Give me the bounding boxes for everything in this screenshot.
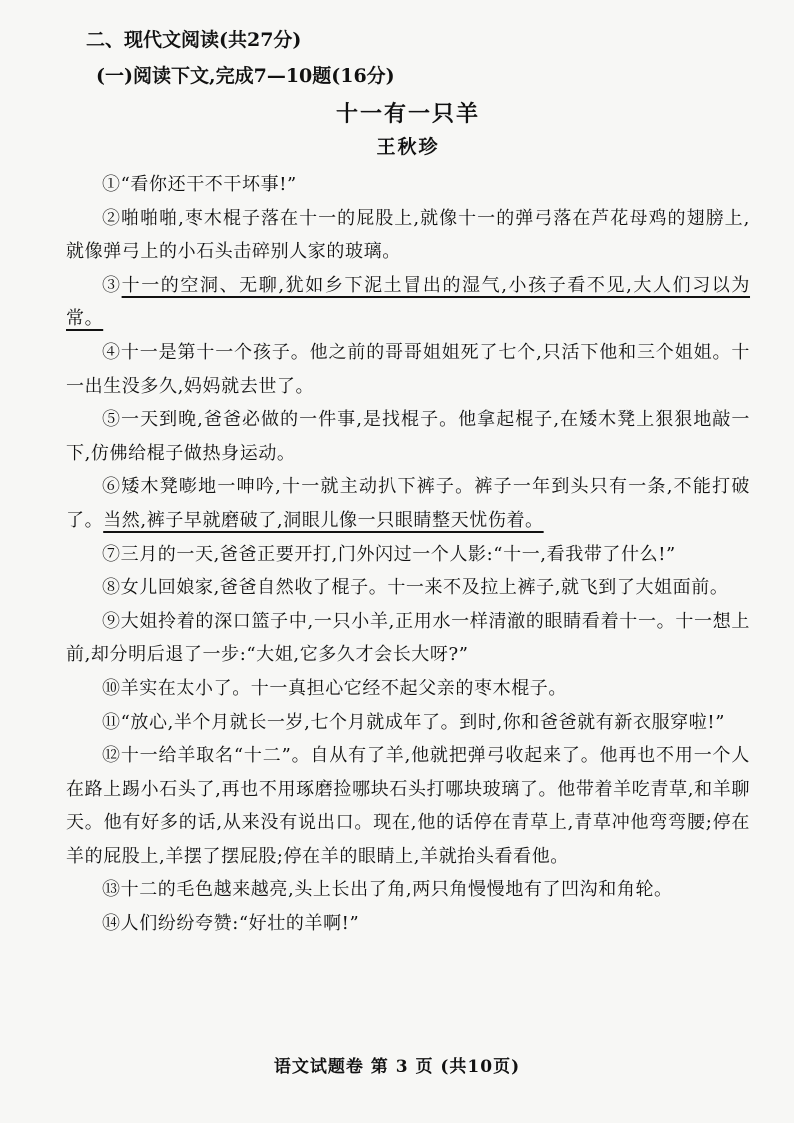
paragraph-3 — [66, 269, 750, 336]
article-title: 十一有一只羊 — [335, 101, 480, 127]
section-heading: 二、现代文阅读(共27分) — [86, 29, 302, 51]
paragraph-7: ⑦三月的一天,爸爸正要开打,门外闪过一个人影:“十一,看我带了什么!” — [102, 543, 676, 565]
article-body — [66, 168, 750, 941]
paragraph-2: ②啪啪啪,枣木棍子落在十一的屁股上,就像十一的弹弓落在芦花母鸡的翅膀上,就像弹弓上的小石头击碎别人家的玻璃。 — [66, 207, 750, 263]
article-author: 王秋珍 — [376, 136, 440, 158]
paragraph-11: ⑪“放心,半个月就长一岁,七个月就成年了。到时,你和爸爸就有新衣服穿啦!” — [102, 711, 725, 733]
paragraph-12: ⑫十一给羊取名“十二”。自从有了羊,他就把弹弓收起来了。他再也不用一个人在路上踢小石头了,再也不用琢磨捡哪块石头打哪块玻璃了。他带着羊吃青草,和羊聊天。他有好多的话,从来没有说出口。现在,他的话停在青草上,青草冲他弯弯腰;停在羊的屁股上,羊摆了摆屁股;停在羊的眼睛上,羊就抬头看看他。 — [66, 745, 750, 867]
paragraph-5: ⑤一天到晚,爸爸必做的一件事,是找棍子。他拿起棍子,在矮木凳上狠狠地敲一下,仿佛给棍子做热身运动。 — [66, 409, 750, 464]
page-footer: 语文试题卷 第 3 页 (共10页) — [273, 1057, 521, 1077]
paragraph-8: ⑧女儿回娘家,爸爸自然收了棍子。十一来不及拉上裤子,就飞到了大姐面前。 — [102, 577, 729, 599]
paragraph-10: ⑩羊实在太小了。十一真担心它经不起父亲的枣木棍子。 — [102, 677, 567, 699]
paragraph-1: ①“看你还干不干坏事!” — [102, 174, 297, 195]
paragraph-6-lead: ⑥矮木凳嘭地一呻吟,十一就主动扒下裤子。裤子一年到头只有一条,不能打破了。 — [66, 476, 750, 531]
paragraph-3-number: ③ — [102, 274, 122, 296]
paragraph-14: ⑭人们纷纷夸赞:“好壮的羊啊!” — [102, 913, 360, 935]
paragraph-6 — [66, 470, 750, 537]
paragraph-9: ⑨大姐拎着的深口篮子中,一只小羊,正用水一样清澈的眼睛看着十一。十一想上前,却分明后退了一步:“大姐,它多久才会长大呀?” — [66, 610, 750, 666]
paragraph-4: ④十一是第十一个孩子。他之前的哥哥姐姐死了七个,只活下他和三个姐姐。十一出生没多久,妈妈就去世了。 — [66, 341, 750, 397]
paragraph-6-underlined-sentence: 当然,裤子早就磨破了,洞眼儿像一只眼睛整天忧伤着。 — [103, 509, 544, 531]
paragraph-3-underlined-sentence: 十一的空洞、无聊,犹如乡下泥土冒出的湿气,小孩子看不见,大人们习以为常。 — [66, 274, 751, 330]
sub-heading: (一)阅读下文,完成7—10题(16分) — [96, 65, 395, 87]
paragraph-13: ⑬十二的毛色越来越亮,头上长出了角,两只角慢慢地有了凹沟和角轮。 — [102, 879, 673, 901]
